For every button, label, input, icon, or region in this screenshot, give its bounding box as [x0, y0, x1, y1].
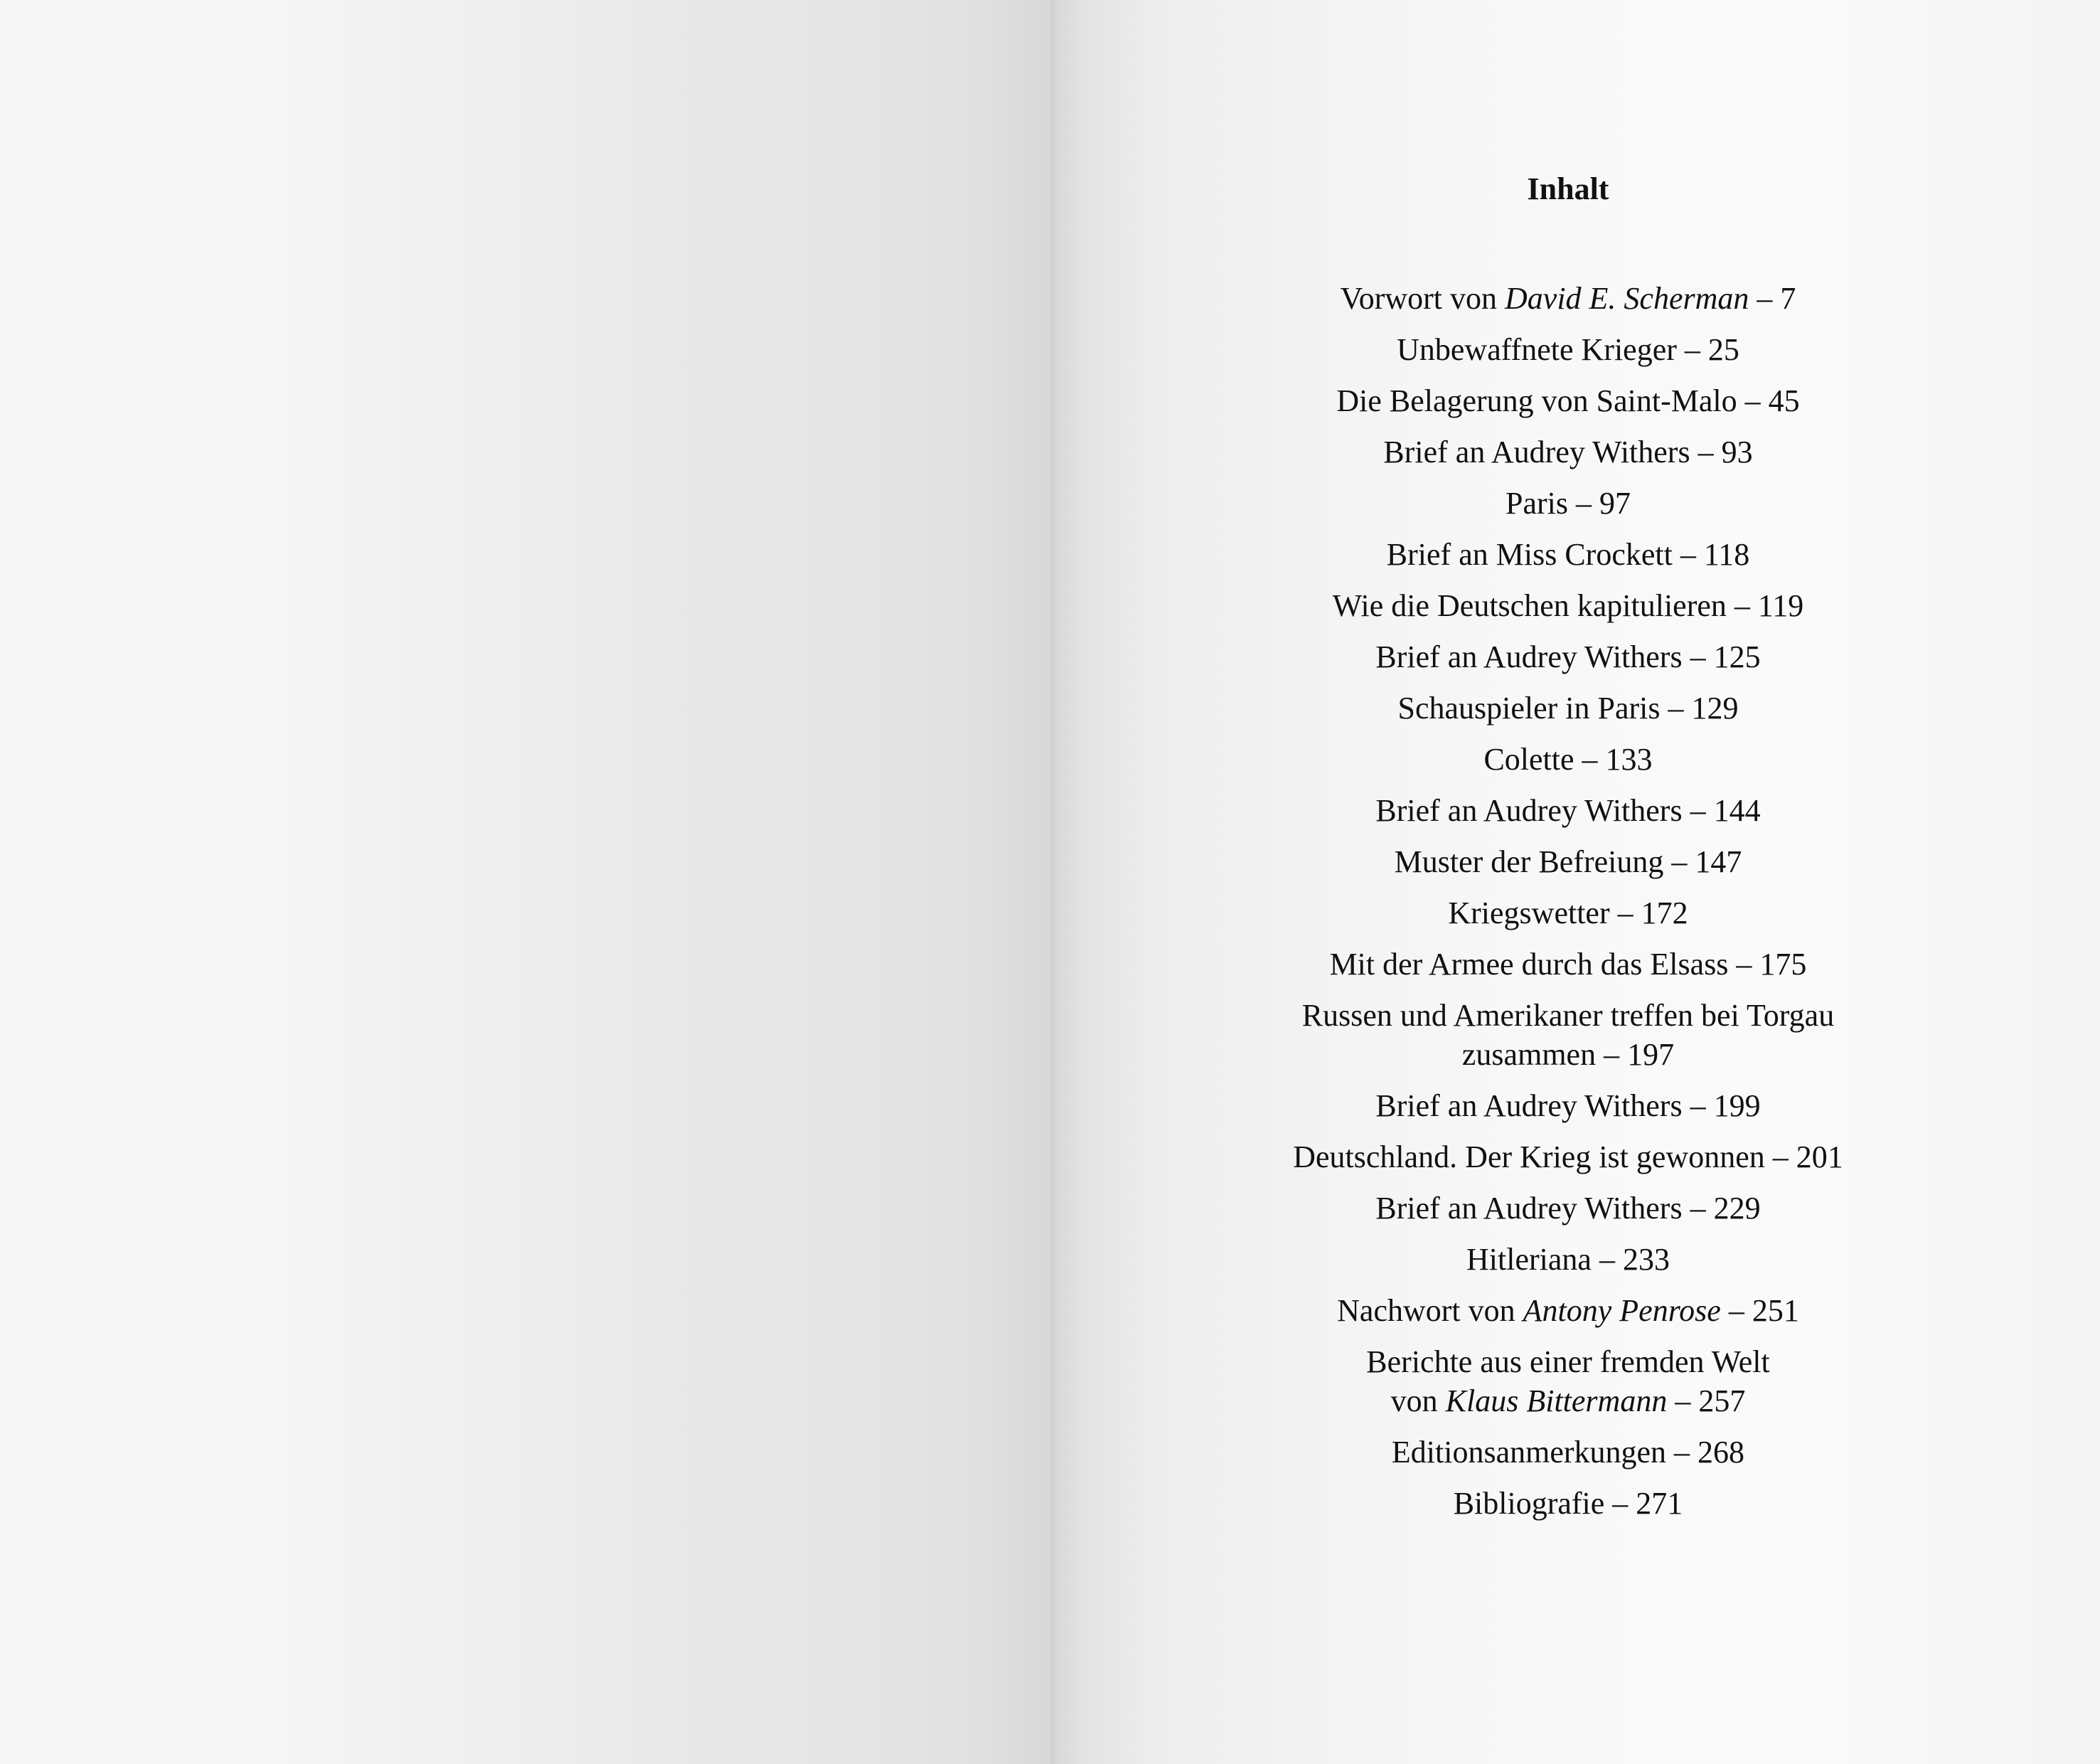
- toc-entry-page: – 251: [1720, 1293, 1799, 1328]
- toc-entry: Brief an Audrey Withers – 229: [1375, 1191, 1761, 1226]
- toc-entry: [1209, 279, 1927, 318]
- toc-entry: Brief an Audrey Withers – 144: [1375, 793, 1761, 828]
- toc-entry-line: zusammen – 197: [1461, 1037, 1675, 1072]
- toc-entry-page: – 257: [1667, 1383, 1746, 1418]
- toc-entry: Wie die Deutschen kapitulieren – 119: [1332, 588, 1804, 623]
- toc-entry-author: Antony Penrose: [1523, 1293, 1721, 1328]
- toc-entry: [1209, 1291, 1927, 1330]
- toc-entry: [1209, 1342, 1927, 1420]
- toc-entry: Die Belagerung von Saint-Malo – 45: [1336, 383, 1800, 418]
- toc-list: [1209, 279, 1927, 1535]
- toc-entry: Kriegswetter – 172: [1448, 896, 1688, 930]
- toc-entry: Unbewaffnete Krieger – 25: [1397, 332, 1739, 367]
- toc-entry: Mit der Armee durch das Elsass – 175: [1329, 947, 1807, 982]
- toc-entry-author: Klaus Bittermann: [1445, 1383, 1668, 1418]
- toc-entry: Paris – 97: [1505, 486, 1631, 521]
- toc-entry-prefix: von: [1390, 1383, 1446, 1418]
- toc-entry-prefix: Vorwort von: [1340, 281, 1505, 316]
- toc-entry-line: Russen und Amerikaner treffen bei Torgau: [1301, 998, 1835, 1033]
- toc-entry: Brief an Audrey Withers – 93: [1383, 435, 1753, 469]
- toc-entry-prefix: Nachwort von: [1337, 1293, 1523, 1328]
- toc-entry: Brief an Miss Crockett – 118: [1386, 537, 1750, 572]
- toc-entry: [1209, 996, 1927, 1074]
- toc-entry-line: [1209, 1381, 1927, 1420]
- book-gutter: [1048, 0, 1057, 1764]
- toc-entry-author: David E. Scherman: [1505, 281, 1749, 316]
- toc-entry: Deutschland. Der Krieg ist gewonnen – 201: [1293, 1139, 1843, 1174]
- toc-entry: Brief an Audrey Withers – 199: [1375, 1088, 1761, 1123]
- toc-entry: Bibliografie – 271: [1453, 1486, 1683, 1521]
- toc-title: Inhalt: [1527, 171, 1609, 206]
- toc-entry-page: – 7: [1749, 281, 1796, 316]
- toc-entry: Muster der Befreiung – 147: [1394, 844, 1742, 879]
- toc-entry: Editionsanmerkungen – 268: [1391, 1435, 1745, 1470]
- toc-entry: Hitleriana – 233: [1466, 1242, 1670, 1277]
- toc-entry: Schauspieler in Paris – 129: [1397, 691, 1739, 726]
- toc-entry: Brief an Audrey Withers – 125: [1375, 639, 1761, 674]
- toc-entry-line: Berichte aus einer fremden Welt: [1366, 1344, 1770, 1379]
- toc-entry: Colette – 133: [1483, 742, 1653, 777]
